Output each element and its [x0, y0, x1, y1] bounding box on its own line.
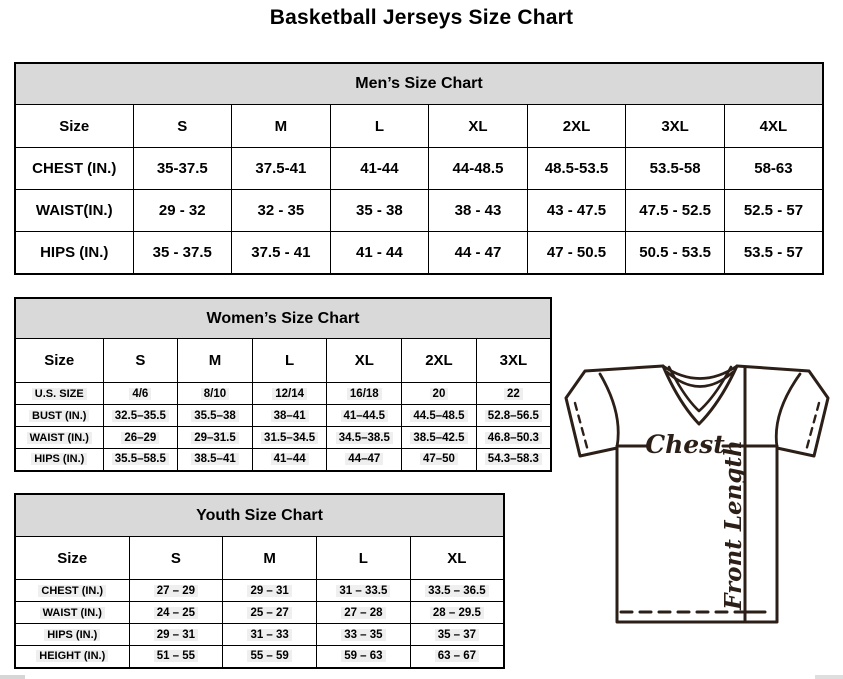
table-cell: 31 – 33.5 — [317, 580, 411, 602]
youth-column-header-l: L — [317, 537, 411, 580]
table-cell: 44–47 — [327, 449, 402, 471]
row-label: U.S. SIZE — [15, 383, 103, 405]
table-cell: 52.8–56.5 — [476, 405, 551, 427]
table-cell: 29 – 31 — [129, 624, 223, 646]
womens-column-header-m: M — [178, 339, 253, 383]
youth-table-row — [15, 646, 504, 668]
table-cell: 43 - 47.5 — [527, 190, 626, 232]
table-cell: 35 - 38 — [330, 190, 429, 232]
table-cell: 44.5–48.5 — [402, 405, 477, 427]
table-cell: 41–44 — [252, 449, 327, 471]
mens-column-header-xl: XL — [429, 105, 528, 148]
youth-column-header-m: M — [223, 537, 317, 580]
table-cell: 33 – 35 — [317, 624, 411, 646]
table-cell: 41 - 44 — [330, 232, 429, 274]
table-cell: 4/6 — [103, 383, 178, 405]
mens-chart-title: Men’s Size Chart — [15, 63, 823, 105]
horizontal-scrollbar-fragment-left[interactable] — [0, 675, 25, 679]
table-cell: 58-63 — [724, 148, 823, 190]
jersey-measurement-diagram — [552, 352, 843, 628]
jersey-outline-icon — [566, 366, 828, 622]
table-cell: 35 – 37 — [410, 624, 504, 646]
womens-column-header-2xl: 2XL — [402, 339, 477, 383]
youth-column-header-xl: XL — [410, 537, 504, 580]
table-cell: 24 – 25 — [129, 602, 223, 624]
youth-size-chart-table — [14, 493, 505, 669]
row-label: WAIST(IN.) — [15, 190, 133, 232]
womens-table-row — [15, 449, 551, 471]
table-cell: 25 – 27 — [223, 602, 317, 624]
table-cell: 28 – 29.5 — [410, 602, 504, 624]
table-cell: 37.5-41 — [232, 148, 331, 190]
table-cell: 38 - 43 — [429, 190, 528, 232]
youth-chart-title: Youth Size Chart — [15, 494, 504, 537]
womens-table-row — [15, 383, 551, 405]
chest-label: Chest — [645, 430, 725, 459]
womens-chart-title: Women’s Size Chart — [15, 298, 551, 339]
table-cell: 31 – 33 — [223, 624, 317, 646]
table-cell: 20 — [402, 383, 477, 405]
table-cell: 34.5–38.5 — [327, 427, 402, 449]
row-label: BUST (IN.) — [15, 405, 103, 427]
table-cell: 37.5 - 41 — [232, 232, 331, 274]
table-cell: 35.5–38 — [178, 405, 253, 427]
mens-column-header-l: L — [330, 105, 429, 148]
mens-column-header-4xl: 4XL — [724, 105, 823, 148]
table-cell: 29 – 31 — [223, 580, 317, 602]
horizontal-scrollbar-fragment-right[interactable] — [815, 675, 843, 679]
table-cell: 27 – 28 — [317, 602, 411, 624]
table-cell: 51 – 55 — [129, 646, 223, 668]
table-cell: 35 - 37.5 — [133, 232, 232, 274]
table-cell: 32.5–35.5 — [103, 405, 178, 427]
table-cell: 47 - 50.5 — [527, 232, 626, 274]
mens-table-row — [15, 190, 823, 232]
mens-table-row — [15, 232, 823, 274]
table-cell: 50.5 - 53.5 — [626, 232, 725, 274]
row-label: CHEST (IN.) — [15, 148, 133, 190]
mens-column-header-2xl: 2XL — [527, 105, 626, 148]
womens-size-chart-table — [14, 297, 552, 472]
womens-table-row — [15, 405, 551, 427]
table-cell: 59 – 63 — [317, 646, 411, 668]
table-cell: 26–29 — [103, 427, 178, 449]
row-label: HIPS (IN.) — [15, 449, 103, 471]
table-cell: 54.3–58.3 — [476, 449, 551, 471]
table-cell: 29–31.5 — [178, 427, 253, 449]
row-label: HIPS (IN.) — [15, 624, 129, 646]
mens-column-header-size: Size — [15, 105, 133, 148]
table-cell: 47–50 — [402, 449, 477, 471]
mens-table-row — [15, 148, 823, 190]
row-label: WAIST (IN.) — [15, 602, 129, 624]
table-cell: 27 – 29 — [129, 580, 223, 602]
mens-column-header-m: M — [232, 105, 331, 148]
table-cell: 41-44 — [330, 148, 429, 190]
table-cell: 44 - 47 — [429, 232, 528, 274]
row-label: WAIST (IN.) — [15, 427, 103, 449]
table-cell: 38.5–41 — [178, 449, 253, 471]
table-cell: 52.5 - 57 — [724, 190, 823, 232]
front-length-label: Front Length — [720, 440, 747, 610]
table-cell: 47.5 - 52.5 — [626, 190, 725, 232]
table-cell: 35.5–58.5 — [103, 449, 178, 471]
table-cell: 12/14 — [252, 383, 327, 405]
table-cell: 38.5–42.5 — [402, 427, 477, 449]
youth-table-row — [15, 602, 504, 624]
row-label: CHEST (IN.) — [15, 580, 129, 602]
table-cell: 31.5–34.5 — [252, 427, 327, 449]
youth-table-row — [15, 580, 504, 602]
youth-column-header-size: Size — [15, 537, 129, 580]
table-cell: 53.5-58 — [626, 148, 725, 190]
table-cell: 63 – 67 — [410, 646, 504, 668]
row-label: HIPS (IN.) — [15, 232, 133, 274]
table-cell: 16/18 — [327, 383, 402, 405]
table-cell: 35-37.5 — [133, 148, 232, 190]
womens-column-header-xl: XL — [327, 339, 402, 383]
womens-column-header-s: S — [103, 339, 178, 383]
page-title: Basketball Jerseys Size Chart — [269, 6, 574, 29]
table-cell: 8/10 — [178, 383, 253, 405]
youth-table-row — [15, 624, 504, 646]
womens-column-header-l: L — [252, 339, 327, 383]
table-cell: 22 — [476, 383, 551, 405]
womens-column-header-size: Size — [15, 339, 103, 383]
mens-column-header-s: S — [133, 105, 232, 148]
row-label: HEIGHT (IN.) — [15, 646, 129, 668]
table-cell: 32 - 35 — [232, 190, 331, 232]
mens-column-header-3xl: 3XL — [626, 105, 725, 148]
table-cell: 33.5 – 36.5 — [410, 580, 504, 602]
table-cell: 48.5-53.5 — [527, 148, 626, 190]
table-cell: 55 – 59 — [223, 646, 317, 668]
mens-size-chart-table — [14, 62, 824, 275]
womens-column-header-3xl: 3XL — [476, 339, 551, 383]
table-cell: 29 - 32 — [133, 190, 232, 232]
table-cell: 53.5 - 57 — [724, 232, 823, 274]
table-cell: 38–41 — [252, 405, 327, 427]
womens-table-row — [15, 427, 551, 449]
table-cell: 44-48.5 — [429, 148, 528, 190]
youth-column-header-s: S — [129, 537, 223, 580]
table-cell: 46.8–50.3 — [476, 427, 551, 449]
table-cell: 41–44.5 — [327, 405, 402, 427]
